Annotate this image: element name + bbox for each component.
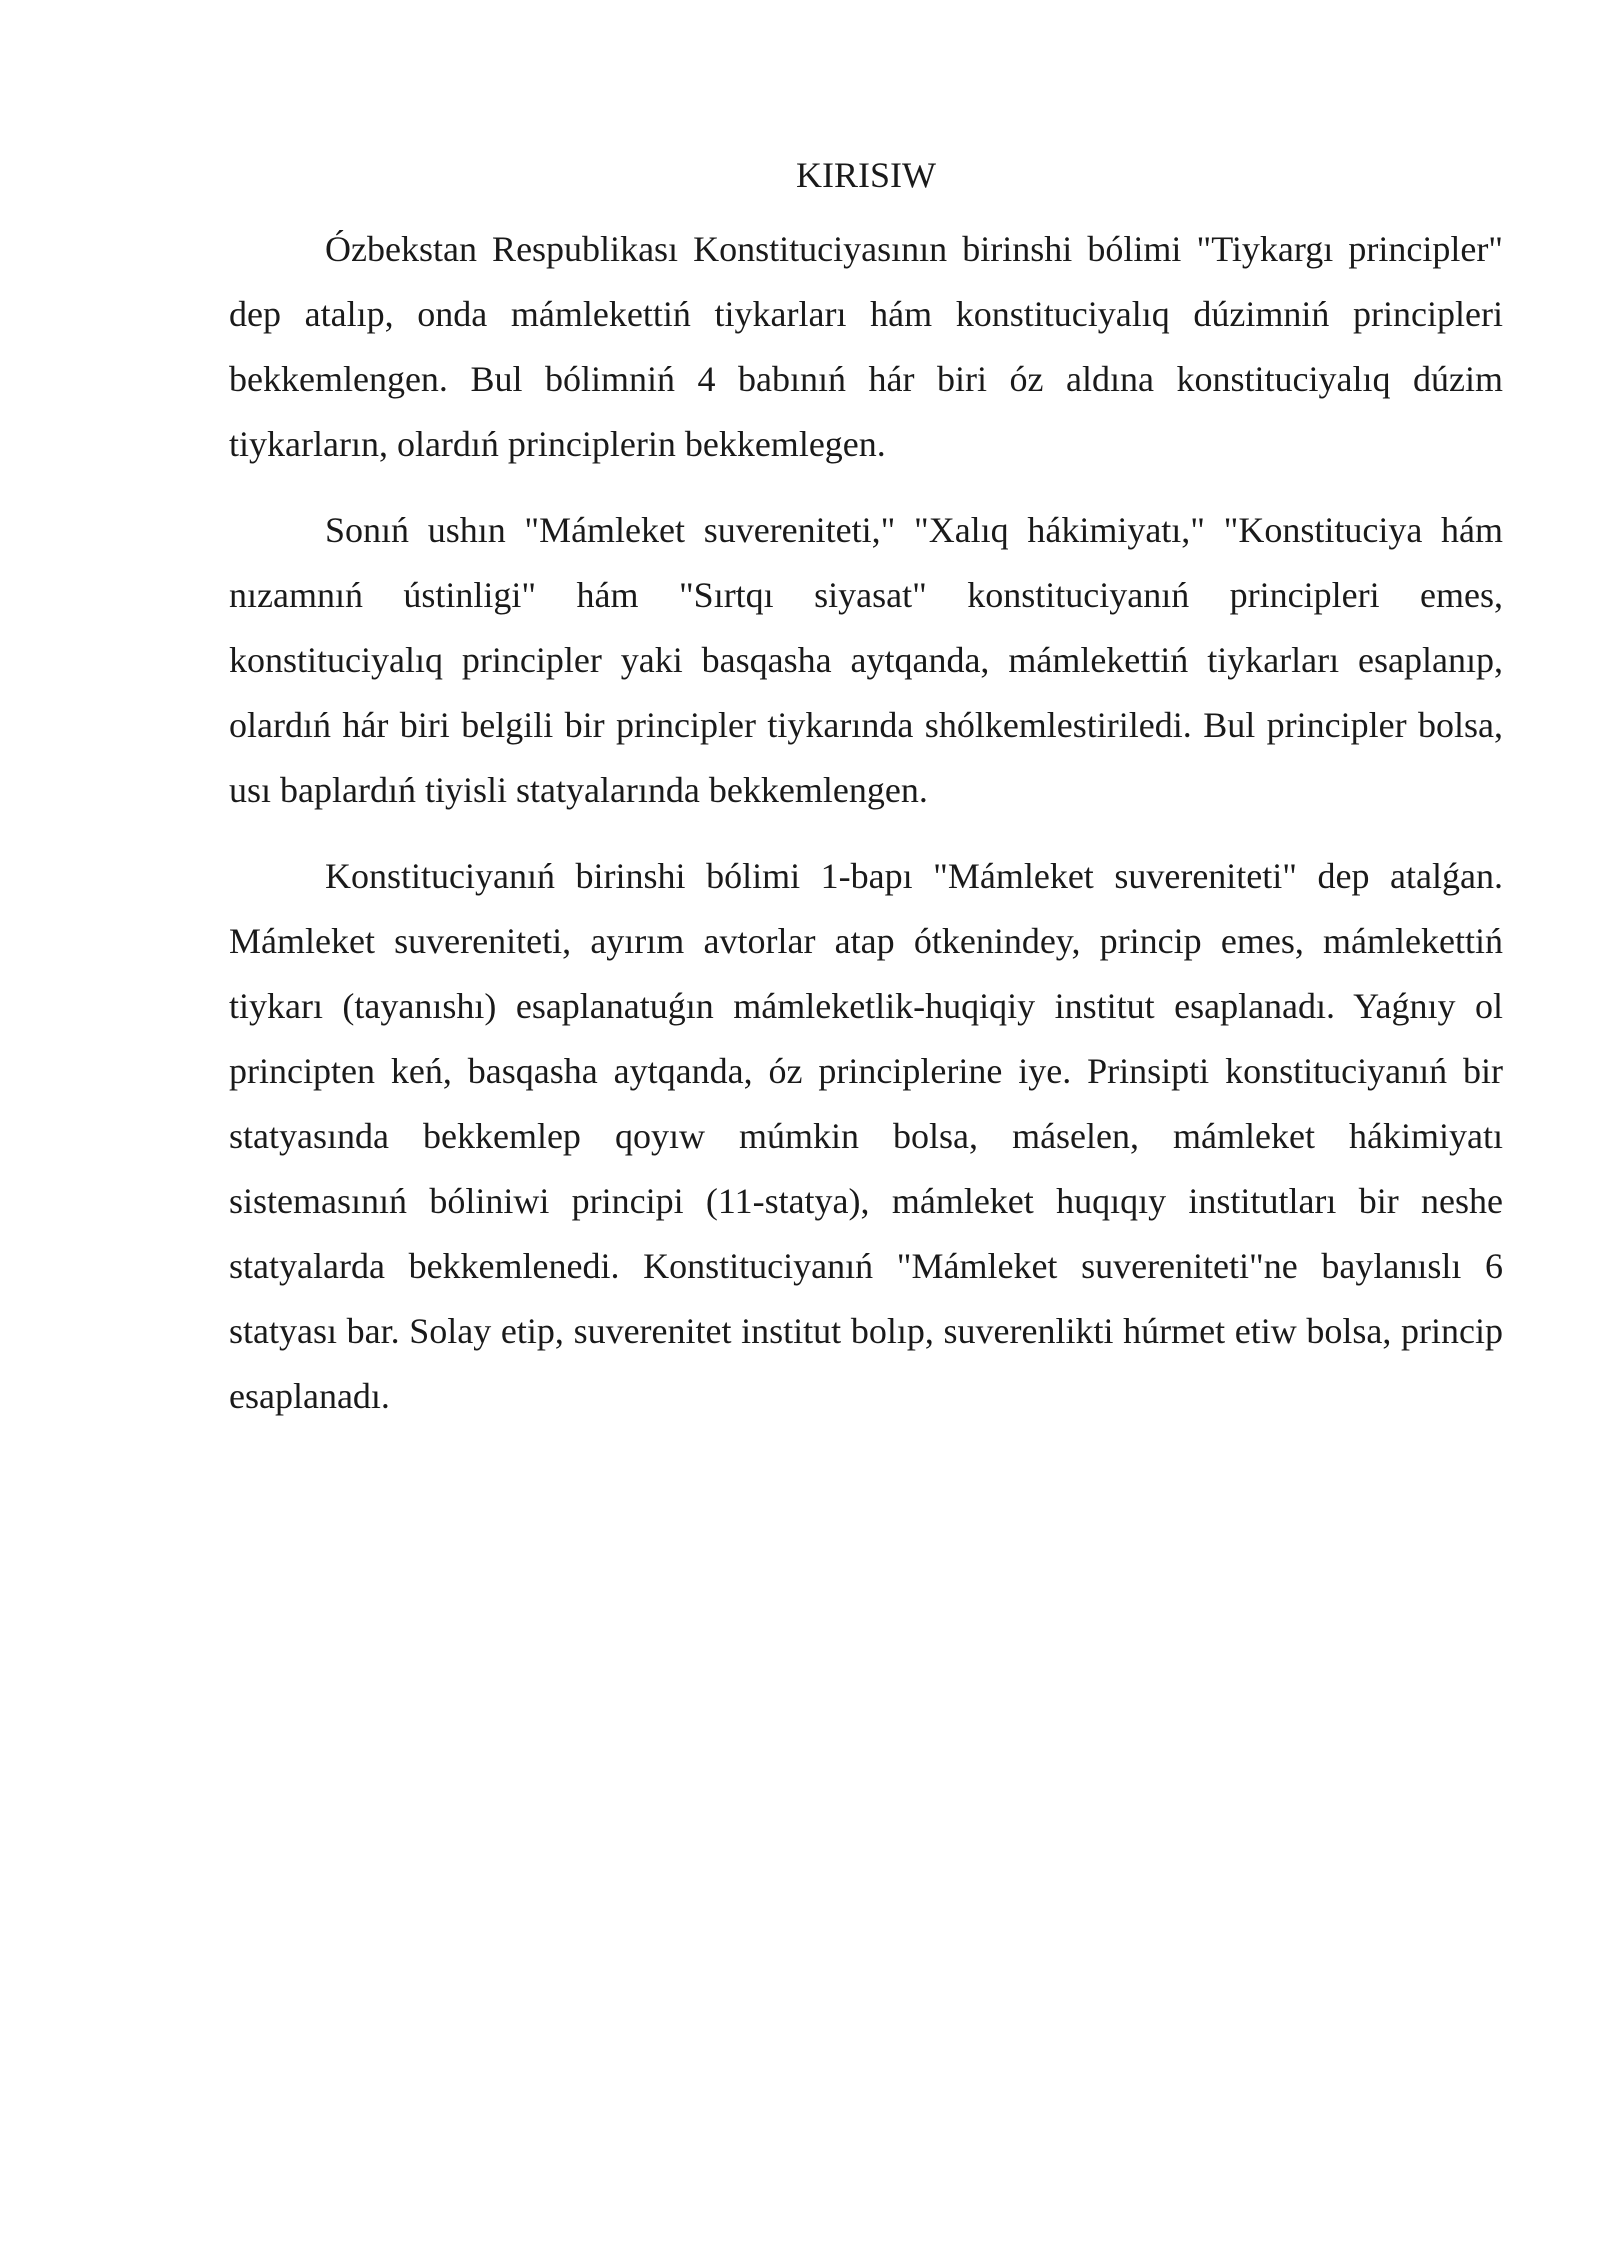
paragraph-2: Sonıń ushın "Mámleket suvereniteti," "Xalıq hákimiyatı," "Konstituciya hám nızamnıń ústinligi" hám "Sırtqı siyasat" konstituciyanıń principleri emes, konstituciyalıq principler yaki basqasha aytqanda, mámlekettiń tiykarları esaplanıp, olardıń hár biri belgili bir principler tiykarında shólkemlestiriledi. Bul principler bolsa, usı baplardıń tiyisli statyalarında bekkemlengen. <box>229 510 1503 810</box>
paragraph-1: Ózbekstan Respublikası Konstituciyasının birinshi bólimi "Tiykargı principler" dep atalıp, onda mámlekettiń tiykarları hám konstituciyalıq dúzimniń principleri bekkemlengen. Bul bólimniń 4 babınıń hár biri óz aldına konstituciyalıq dúzim tiykarların, olardıń principlerin bekkemlegen. <box>229 229 1503 464</box>
paragraph-3: Konstituciyanıń birinshi bólimi 1-bapı "Mámleket suvereniteti" dep atalǵan. Mámleket suvereniteti, ayırım avtorlar atap ótkenindey, princip emes, mámlekettiń tiykarı (tayanıshı) esaplanatuǵın mámleketlik-huqiqiy institut esaplanadı. Yaǵnıy ol principten keń, basqasha aytqanda, óz principlerine iye. Prinsipti konstituciyanıń bir statyasında bekkemlep qoyıw múmkin bolsa, máselen, mámleket hákimiyatı sistemasınıń bóliniwi principi (11-statya), mámleket huqıqıy institutları bir neshe statyalarda bekkemlenedi. Konstituciyanıń "Mámleket suvereniteti"ne baylanıslı 6 statyası bar. Solay etip, suverenitet institut bolıp, suverenlikti húrmet etiw bolsa, princip esaplanadı. <box>229 856 1503 1416</box>
document-title: KIRISIW <box>796 155 936 195</box>
document-body <box>229 145 1503 1450</box>
